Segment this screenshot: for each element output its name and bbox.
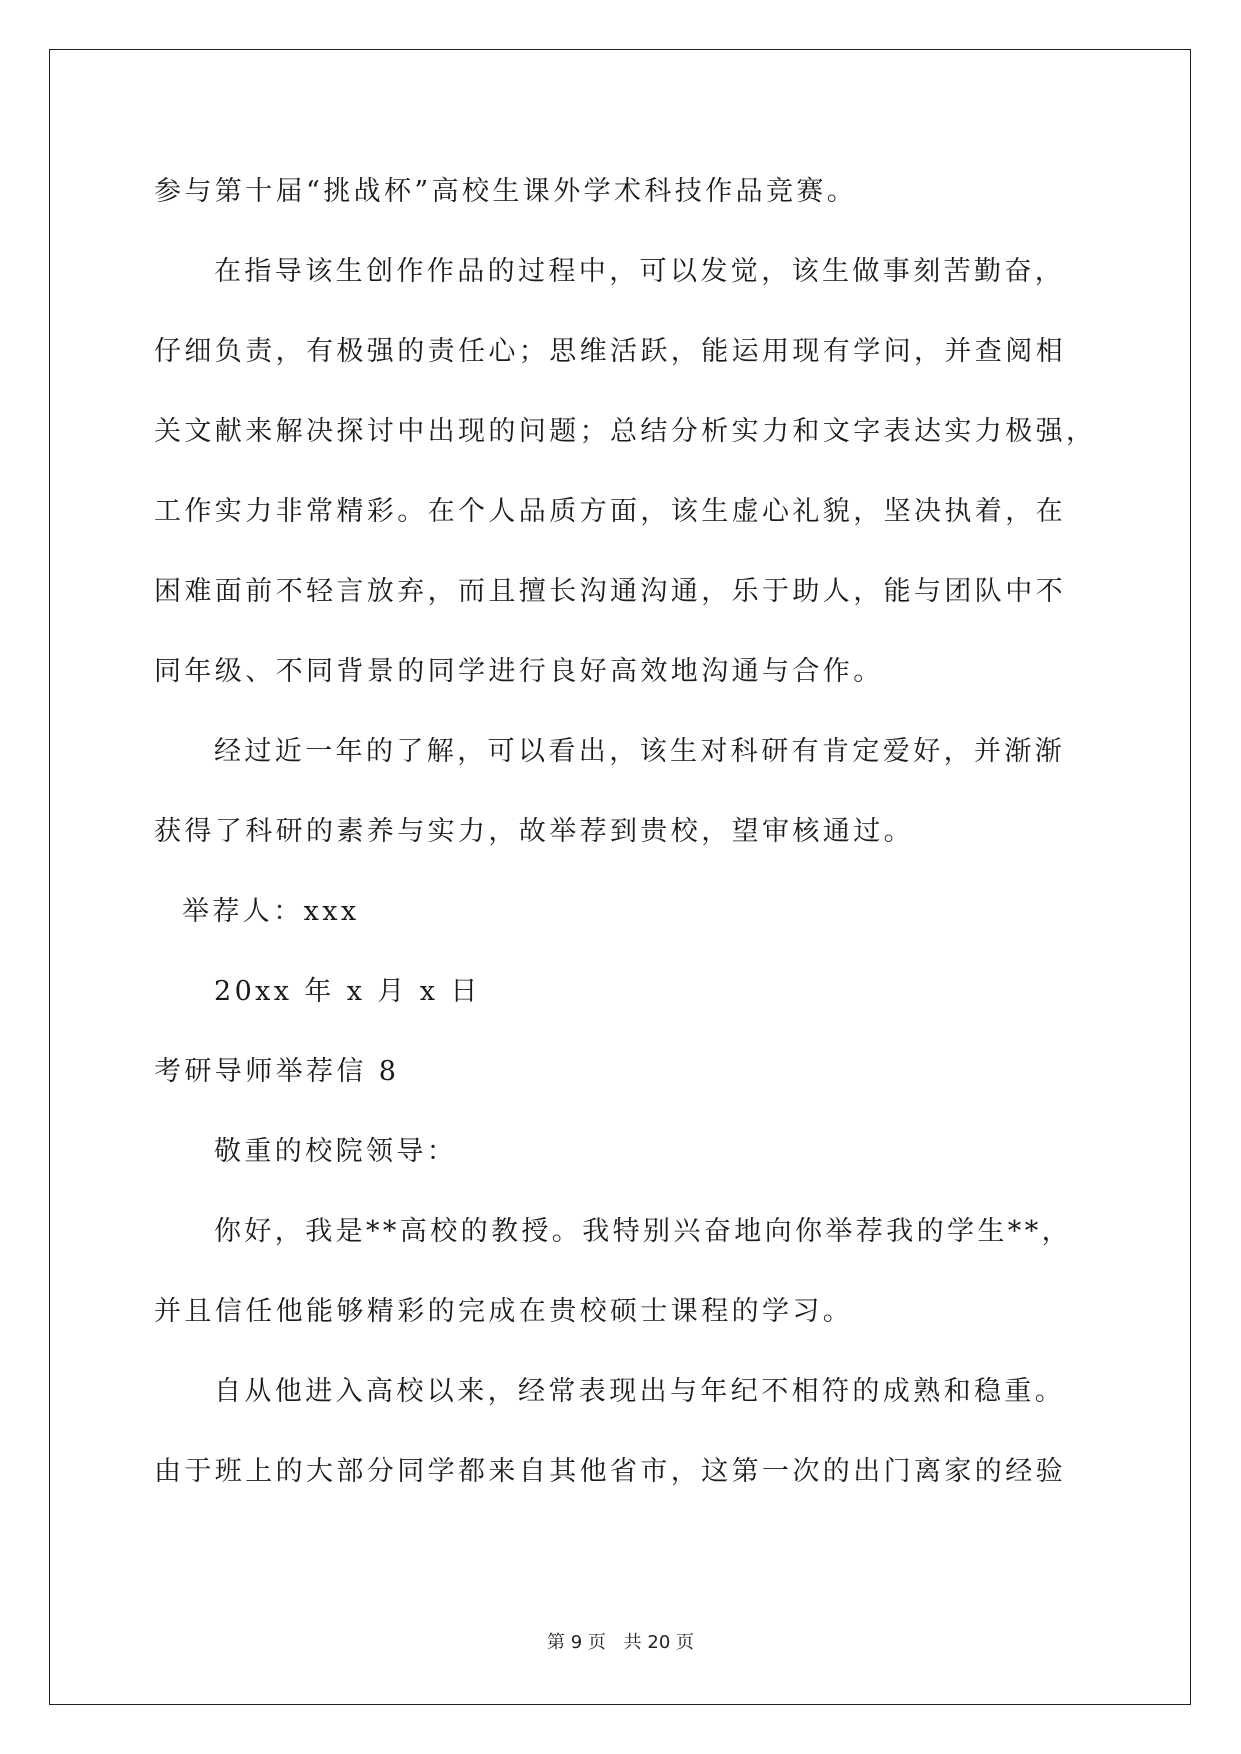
body-line: 你好，我是**高校的教授。我特别兴奋地向你举荐我的学生**， <box>214 1216 1072 1247</box>
signature-date: 20xx 年 x 月 x 日 <box>214 976 481 1007</box>
body-line: 仔细负责，有极强的责任心；思维活跃，能运用现有学问，并查阅相 <box>154 336 1066 367</box>
body-line: 困难面前不轻言放弃，而且擅长沟通沟通，乐于助人，能与团队中不 <box>154 576 1066 607</box>
page-total: 共 20 页 <box>623 1632 694 1653</box>
page-footer <box>0 1628 1241 1654</box>
body-line: 关文献来解决探讨中出现的问题；总结分析实力和文字表达实力极强， <box>154 416 1097 447</box>
body-line: 参与第十届“挑战杯”高校生课外学术科技作品竞赛。 <box>154 176 858 207</box>
page-number: 第 9 页 <box>547 1632 606 1653</box>
body-line: 工作实力非常精彩。在个人品质方面，该生虚心礼貌，坚决执着，在 <box>154 496 1066 527</box>
section-title: 考研导师举荐信 8 <box>154 1056 400 1087</box>
body-line: 经过近一年的了解，可以看出，该生对科研有肯定爱好，并渐渐 <box>214 736 1066 767</box>
body-line: 并且信任他能够精彩的完成在贵校硕士课程的学习。 <box>154 1296 854 1327</box>
body-line: 由于班上的大部分同学都来自其他省市，这第一次的出门离家的经验 <box>154 1456 1066 1487</box>
body-line: 同年级、不同背景的同学进行良好高效地沟通与合作。 <box>154 656 884 687</box>
salutation: 敬重的校院领导： <box>214 1136 458 1167</box>
recommender-signature: 举荐人：xxx <box>182 896 360 927</box>
body-line: 获得了科研的素养与实力，故举荐到贵校，望审核通过。 <box>154 816 914 847</box>
body-line: 自从他进入高校以来，经常表现出与年纪不相符的成熟和稳重。 <box>214 1376 1066 1407</box>
body-line: 在指导该生创作作品的过程中，可以发觉，该生做事刻苦勤奋， <box>214 256 1066 287</box>
